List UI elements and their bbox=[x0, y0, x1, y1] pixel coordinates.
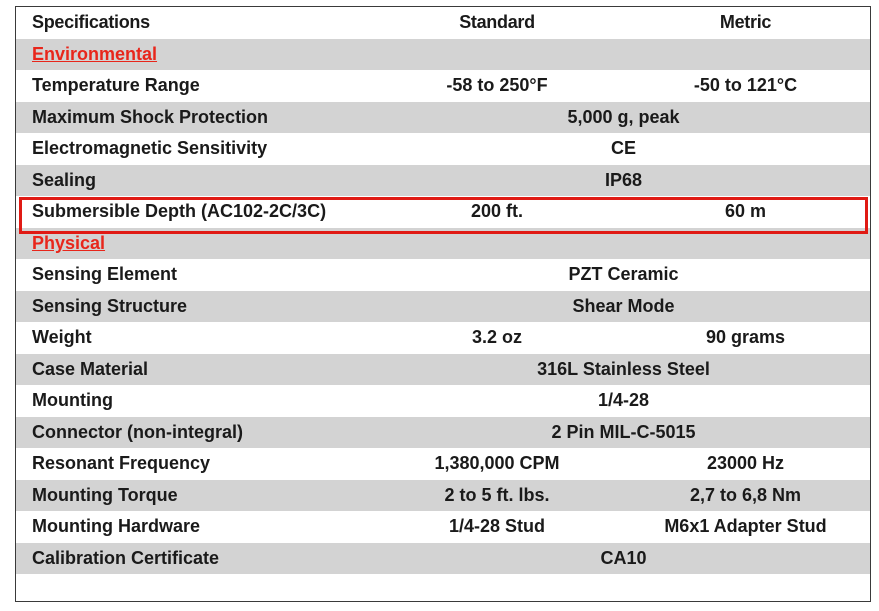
spec-label: Temperature Range bbox=[32, 75, 200, 96]
merged-value: 316L Stainless Steel bbox=[375, 354, 871, 386]
spec-row bbox=[16, 165, 871, 197]
standard-value: 3.2 oz bbox=[471, 327, 523, 348]
standard-value: -58 to 250°F bbox=[446, 75, 548, 96]
spec-label: Mounting Torque bbox=[16, 480, 375, 512]
merged-value: Shear Mode bbox=[375, 291, 871, 323]
header-row bbox=[16, 7, 871, 39]
merged-value: PZT Ceramic bbox=[568, 264, 679, 285]
merged-value: IP68 bbox=[375, 165, 871, 197]
spec-row bbox=[16, 196, 871, 228]
metric-value: 60 m bbox=[724, 201, 767, 222]
section-row bbox=[16, 228, 871, 260]
specifications-table bbox=[16, 7, 871, 574]
spec-label: Calibration Certificate bbox=[16, 543, 375, 575]
spec-label: Resonant Frequency bbox=[32, 453, 211, 474]
metric-value: 2,7 to 6,8 Nm bbox=[619, 480, 871, 512]
merged-value: 1/4-28 bbox=[597, 390, 650, 411]
section-title: Environmental bbox=[16, 39, 871, 71]
spec-label: Maximum Shock Protection bbox=[16, 102, 375, 134]
spec-row bbox=[16, 291, 871, 323]
header-metric: Metric bbox=[719, 12, 772, 33]
spec-label: Electromagnetic Sensitivity bbox=[32, 138, 268, 159]
spec-label: Connector (non-integral) bbox=[16, 417, 375, 449]
metric-value: 90 grams bbox=[705, 327, 786, 348]
section-title: Physical bbox=[16, 228, 871, 260]
merged-value: CA10 bbox=[375, 543, 871, 575]
spec-row bbox=[16, 385, 871, 417]
spec-label: Weight bbox=[32, 327, 92, 348]
standard-value: 200 ft. bbox=[470, 201, 524, 222]
header-specifications: Specifications bbox=[32, 12, 150, 33]
spec-label: Sensing Element bbox=[32, 264, 178, 285]
section-row bbox=[16, 39, 871, 71]
spec-row bbox=[16, 511, 871, 543]
spec-label: Sealing bbox=[16, 165, 375, 197]
metric-value: -50 to 121°C bbox=[693, 75, 798, 96]
spec-label: Submersible Depth (AC102-2C/3C) bbox=[32, 201, 327, 222]
spec-row bbox=[16, 354, 871, 386]
spec-row bbox=[16, 322, 871, 354]
specifications-body bbox=[16, 39, 871, 575]
merged-value: CE bbox=[610, 138, 636, 159]
spec-row bbox=[16, 133, 871, 165]
spec-label: Mounting bbox=[32, 390, 113, 411]
spec-row bbox=[16, 448, 871, 480]
standard-value: 1/4-28 Stud bbox=[448, 516, 546, 537]
spec-row bbox=[16, 480, 871, 512]
standard-value: 2 to 5 ft. lbs. bbox=[375, 480, 619, 512]
spec-sheet bbox=[15, 6, 871, 602]
spec-row bbox=[16, 259, 871, 291]
header-standard: Standard bbox=[459, 12, 535, 33]
spec-label: Mounting Hardware bbox=[32, 516, 201, 537]
spec-row bbox=[16, 417, 871, 449]
metric-value: 23000 Hz bbox=[706, 453, 785, 474]
merged-value: 2 Pin MIL-C-5015 bbox=[375, 417, 871, 449]
standard-value: 1,380,000 CPM bbox=[434, 453, 560, 474]
spec-label: Case Material bbox=[16, 354, 375, 386]
spec-row bbox=[16, 70, 871, 102]
spec-row bbox=[16, 543, 871, 575]
spec-row bbox=[16, 102, 871, 134]
spec-label: Sensing Structure bbox=[16, 291, 375, 323]
metric-value: M6x1 Adapter Stud bbox=[664, 516, 827, 537]
merged-value: 5,000 g, peak bbox=[375, 102, 871, 134]
